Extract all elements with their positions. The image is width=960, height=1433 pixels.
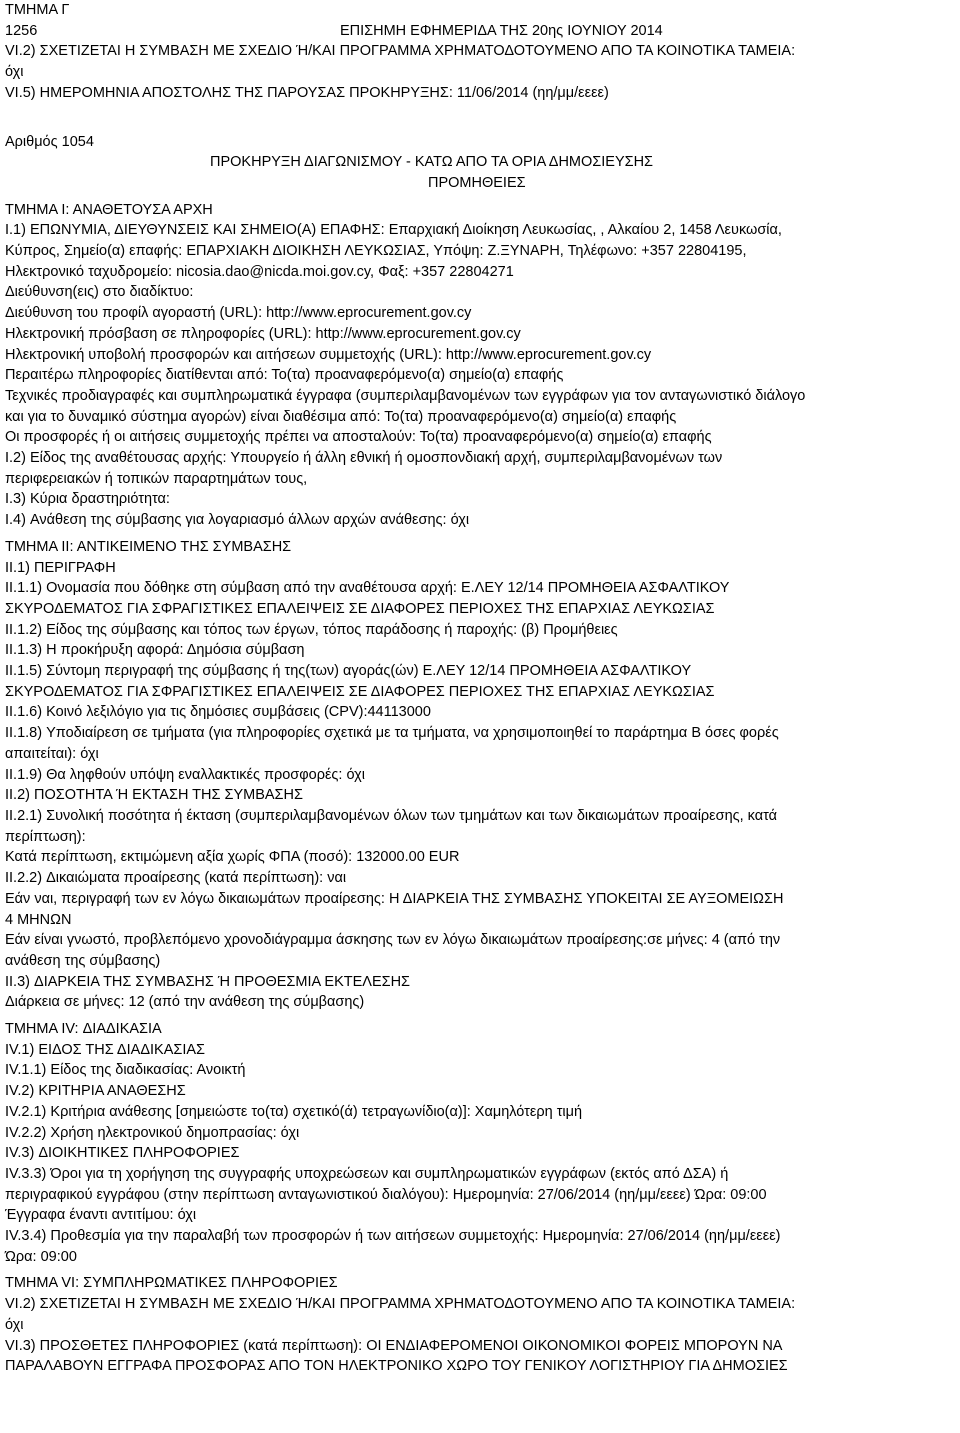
iv21: IV.2.1) Κριτήρια ανάθεσης [σημειώστε το(τα) σχετικό(ά) τετραγωνίδιο(α)]: Χαμηλότερη τιμή	[5, 1103, 583, 1120]
iv33-line1: IV.3.3) Όροι για τη χορήγηση της συγγραφής υποχρεώσεων και συμπληρωματικών εγγράφων (εκτός από ΔΣΑ) ή	[5, 1165, 729, 1182]
iv34-line1: IV.3.4) Προθεσμία για την παραλαβή των προσφορών ή των αιτήσεων συμμετοχής: Ημερομηνία: 27/06/2014 (ηη/μμ/εεεε)	[5, 1228, 781, 1245]
section1-heading: ΤΜΗΜΑ Ι: ΑΝΑΘΕΤΟΥΣΑ ΑΡΧΗ	[5, 201, 213, 218]
prev-vi2-value: όχι	[5, 64, 24, 81]
iv2: IV.2) ΚΡΙΤΗΡΙΑ ΑΝΑΘΕΣΗΣ	[5, 1083, 186, 1100]
estimated-value: Κατά περίπτωση, εκτιμώμενη αξία χωρίς ΦΠΑ (ποσό): 132000.00 EUR	[5, 849, 460, 866]
ii13: II.1.3) Η προκήρυξη αφορά: Δημόσια σύμβαση	[5, 642, 305, 659]
i4: I.4) Ανάθεση της σύμβασης για λογαριασμό άλλων αρχών ανάθεσης: όχι	[5, 512, 470, 529]
ii21-line2: περίπτωση):	[5, 828, 86, 845]
i1-line2: Κύπρος, Σημείο(α) επαφής: ΕΠΑΡΧΙΑΚΗ ΔΙΟΙΚΗΣΗ ΛΕΥΚΩΣΙΑΣ, Υπόψη: Ζ.ΞΥΝΑΡΗ, Τηλέφωνο: +357 22804195,	[5, 243, 747, 260]
i1-line1: I.1) ΕΠΩΝΥΜΙΑ, ΔΙΕΥΘΥΝΣΕΙΣ ΚΑΙ ΣΗΜΕΙΟ(Α) ΕΠΑΦΗΣ: Επαρχιακή Διοίκηση Λευκωσίας, , Αλκαίου 2, 1458 Λευκωσία,	[5, 222, 782, 239]
ii18-line1: II.1.8) Υποδιαίρεση σε τμήματα (για πληροφορίες σχετικά με τα τμήματα, να χρησιμοποιηθεί το παράρτημα Β όσες φορές	[5, 725, 779, 742]
web-heading: Διεύθυνση(εις) στο διαδίκτυο:	[5, 284, 194, 301]
ii2: II.2) ΠΟΣΟΤΗΤΑ Ή ΕΚΤΑΣΗ ΤΗΣ ΣΥΜΒΑΣΗΣ	[5, 787, 303, 804]
prev-vi5: VI.5) ΗΜΕΡΟΜΗΝΙΑ ΑΠΟΣΤΟΛΗΣ ΤΗΣ ΠΑΡΟΥΣΑΣ ΠΡΟΚΗΡΥΞΗΣ: 11/06/2014 (ηη/μμ/εεεε)	[5, 84, 609, 101]
notice-title	[5, 152, 957, 193]
i1-line3: Ηλεκτρονικό ταχυδρομείο: nicosia.dao@nicda.moi.gov.cy, Φαξ: +357 22804271	[5, 263, 514, 280]
specs-line1: Τεχνικές προδιαγραφές και συμπληρωματικά έγγραφα (συμπεριλαμβανομένων των εγγράφων για τον ανταγωνιστικό διάλογο	[5, 387, 806, 404]
vi2-value: όχι	[5, 1316, 24, 1333]
prev-vi2-label: VI.2) ΣΧΕΤΙΖΕΤΑΙ Η ΣΥΜΒΑΣΗ ΜΕ ΣΧΕΔΙΟ Ή/ΚΑΙ ΠΡΟΓΡΑΜΜΑ ΧΡΗΜΑΤΟΔΟΤΟΥΜΕΝΟ ΑΠΟ ΤΑ ΚΟΙΝΟΤΙΚΑ ΤΑΜΕΙΑ:	[5, 43, 796, 60]
ii19: II.1.9) Θα ληφθούν υπόψη εναλλακτικές προσφορές: όχι	[5, 766, 365, 783]
page-number: 1256	[5, 22, 38, 39]
ii11-line1: II.1.1) Ονομασία που δόθηκε στη σύμβαση από την αναθέτουσα αρχή: Ε.ΛΕΥ 12/14 ΠΡΟΜΗΘΕΙΑ ΑΣΦΑΛΤΙΚΟΥ	[5, 580, 730, 597]
iv11: IV.1.1) Είδος της διαδικασίας: Ανοικτή	[5, 1062, 246, 1079]
ii1: II.1) ΠΕΡΙΓΡΑΦΗ	[5, 559, 116, 576]
iv34-line2: Ώρα: 09:00	[5, 1248, 77, 1265]
notice-title-line1: ΠΡΟΚΗΡΥΞΗ ΔΙΑΓΩΝΙΣΜΟΥ - ΚΑΤΩ ΑΠΟ ΤΑ ΟΡΙΑ ΔΗΜΟΣΙΕΥΣΗΣ	[210, 154, 654, 171]
ii16: II.1.6) Κοινό λεξιλόγιο για τις δημόσιες συμβάσεις (CPV):44113000	[5, 704, 431, 721]
i3: I.3) Κύρια δραστηριότητα:	[5, 491, 170, 508]
gazette-title: ΕΠΙΣΗΜΗ ΕΦΗΜΕΡΙΔΑ ΤΗΣ 20ης ΙΟΥΝΙΟΥ 2014	[340, 22, 663, 39]
specs-line2: και για το δυναμικό σύστημα αγορών) είναι διαθέσιμα από: Το(τα) προαναφερόμενο(α) σημείο(α) επαφής	[5, 408, 677, 425]
ii15-line2: ΣΚΥΡΟΔΕΜΑΤΟΣ ΓΙΑ ΣΦΡΑΓΙΣΤΙΚΕΣ ΕΠΑΛΕΙΨΕΙΣ ΣΕ ΔΙΑΦΟΡΕΣ ΠΕΡΙΟΧΕΣ ΤΗΣ ΕΠΑΡΧΙΑΣ ΛΕΥΚΩΣΙΑΣ	[5, 683, 715, 700]
ii12: II.1.2) Είδος της σύμβασης και τόπος των έργων, τόπος παράδοσης ή παροχής: (β) Προμήθειες	[5, 621, 618, 638]
iv33-line3: Έγγραφα έναντι αντιτίμου: όχι	[5, 1207, 197, 1224]
iv33-line2: περιγραφικού εγγράφου (στην περίπτωση ανταγωνιστικού διαλόγου): Ημερομηνία: 27/06/2014 (ηη/μμ/εεεε) Ώρα: 09:00	[5, 1186, 767, 1203]
i2-line2: περιφερειακών ή τοπικών παραρτημάτων τους,	[5, 470, 308, 487]
buyer-profile-url: Διεύθυνση του προφίλ αγοραστή (URL): http://www.eprocurement.gov.cy	[5, 305, 472, 322]
section-label: ΤΜΗΜΑ Γ	[5, 2, 70, 18]
section6-heading: ΤΜΗΜΑ VI: ΣΥΜΠΛΗΡΩΜΑΤΙΚΕΣ ΠΛΗΡΟΦΟΡΙΕΣ	[5, 1275, 338, 1292]
options-line2: 4 ΜΗΝΩΝ	[5, 911, 72, 928]
notice-number: Αριθμός 1054	[5, 133, 94, 150]
further-info: Περαιτέρω πληροφορίες διατίθενται από: Το(τα) προαναφερόμενο(α) σημείο(α) επαφής	[5, 367, 564, 384]
ii11-line2: ΣΚΥΡΟΔΕΜΑΤΟΣ ΓΙΑ ΣΦΡΑΓΙΣΤΙΚΕΣ ΕΠΑΛΕΙΨΕΙΣ ΣΕ ΔΙΑΦΟΡΕΣ ΠΕΡΙΟΧΕΣ ΤΗΣ ΕΠΑΡΧΙΑΣ ΛΕΥΚΩΣΙΑΣ	[5, 600, 715, 617]
options-line1: Εάν ναι, περιγραφή των εν λόγω δικαιωμάτων προαίρεσης: Η ΔΙΑΡΚΕΙΑ ΤΗΣ ΣΥΜΒΑΣΗΣ ΥΠΟΚΕΙΤΑΙ ΣΕ ΑΥΞΟΜΕΙΩΣΗ	[5, 890, 784, 907]
electronic-access-url: Ηλεκτρονική πρόσβαση σε πληροφορίες (URL): http://www.eprocurement.gov.cy	[5, 325, 521, 342]
duration: Διάρκεια σε μήνες: 12 (από την ανάθεση της σύμβασης)	[5, 994, 365, 1011]
schedule-line1: Εάν είναι γνωστό, προβλεπόμενο χρονοδιάγραμμα άσκησης των εν λόγω δικαιωμάτων προαίρεσης:σε μήνες: 4 (από την	[5, 932, 781, 949]
page-header	[5, 21, 957, 42]
vi3-line1: VI.3) ΠΡΟΣΘΕΤΕΣ ΠΛΗΡΟΦΟΡΙΕΣ (κατά περίπτωση): ΟΙ ΕΝΔΙΑΦΕΡΟΜΕΝΟΙ ΟΙΚΟΝΟΜΙΚΟΙ ΦΟΡΕΙΣ ΜΠΟΡΟΥΝ ΝΑ	[5, 1337, 783, 1354]
i2-line1: I.2) Είδος της αναθέτουσας αρχής: Υπουργείο ή άλλη εθνική ή ομοσπονδιακή αρχή, συμπεριλαμβανομένων των	[5, 450, 723, 467]
notice-title-line2: ΠΡΟΜΗΘΕΙΕΣ	[428, 174, 526, 191]
ii21-line1: II.2.1) Συνολική ποσότητα ή έκταση (συμπεριλαμβανομένων όλων των τμημάτων και των δικαιωμάτων προαίρεσης, κατά	[5, 808, 778, 824]
vi2-label: VI.2) ΣΧΕΤΙΖΕΤΑΙ Η ΣΥΜΒΑΣΗ ΜΕ ΣΧΕΔΙΟ Ή/ΚΑΙ ΠΡΟΓΡΑΜΜΑ ΧΡΗΜΑΤΟΔΟΤΟΥΜΕΝΟ ΑΠΟ ΤΑ ΚΟΙΝΟΤΙΚΑ ΤΑΜΕΙΑ:	[5, 1296, 796, 1313]
vi3-line2: ΠΑΡΑΛΑΒΟΥΝ ΕΓΓΡΑΦΑ ΠΡΟΣΦΟΡΑΣ ΑΠΟ ΤΟΝ ΗΛΕΚΤΡΟΝΙΚΟ ΧΩΡΟ ΤΟΥ ΓΕΝΙΚΟΥ ΛΟΓΙΣΤΗΡΙΟΥ ΓΙΑ ΔΗΜΟΣΙΕΣ	[5, 1358, 788, 1375]
section4-heading: ΤΜΗΜΑ IV: ΔΙΑΔΙΚΑΣΙΑ	[5, 1021, 162, 1038]
iv3: IV.3) ΔΙΟΙΚΗΤΙΚΕΣ ΠΛΗΡΟΦΟΡΙΕΣ	[5, 1145, 240, 1162]
section2-heading: ΤΜΗΜΑ ΙΙ: ΑΝΤΙΚΕΙΜΕΝΟ ΤΗΣ ΣΥΜΒΑΣΗΣ	[5, 538, 292, 555]
ii18-line2: απαιτείται): όχι	[5, 745, 99, 762]
ii3: II.3) ΔΙΑΡΚΕΙΑ ΤΗΣ ΣΥΜΒΑΣΗΣ Ή ΠΡΟΘΕΣΜΙΑ ΕΚΤΕΛΕΣΗΣ	[5, 973, 411, 990]
tenders-sent: Οι προσφορές ή οι αιτήσεις συμμετοχής πρέπει να αποσταλούν: Το(τα) προαναφερόμενο(α) σημείο(α) επαφής	[5, 429, 712, 446]
iv22: IV.2.2) Χρήση ηλεκτρονικού δημοπρασίας: όχι	[5, 1124, 300, 1141]
ii15-line1: II.1.5) Σύντομη περιγραφή της σύμβασης ή της(των) αγοράς(ών) Ε.ΛΕΥ 12/14 ΠΡΟΜΗΘΕΙΑ ΑΣΦΑΛΤΙΚΟΥ	[5, 663, 692, 680]
schedule-line2: ανάθεση της σύμβασης)	[5, 952, 161, 969]
ii22: II.2.2) Δικαιώματα προαίρεσης (κατά περίπτωση): ναι	[5, 870, 347, 887]
iv1: IV.1) ΕΙΔΟΣ ΤΗΣ ΔΙΑΔΙΚΑΣΙΑΣ	[5, 1041, 205, 1058]
electronic-submission-url: Ηλεκτρονική υποβολή προσφορών και αιτήσεων συμμετοχής (URL): http://www.eprocurement.gov.cy	[5, 346, 652, 363]
